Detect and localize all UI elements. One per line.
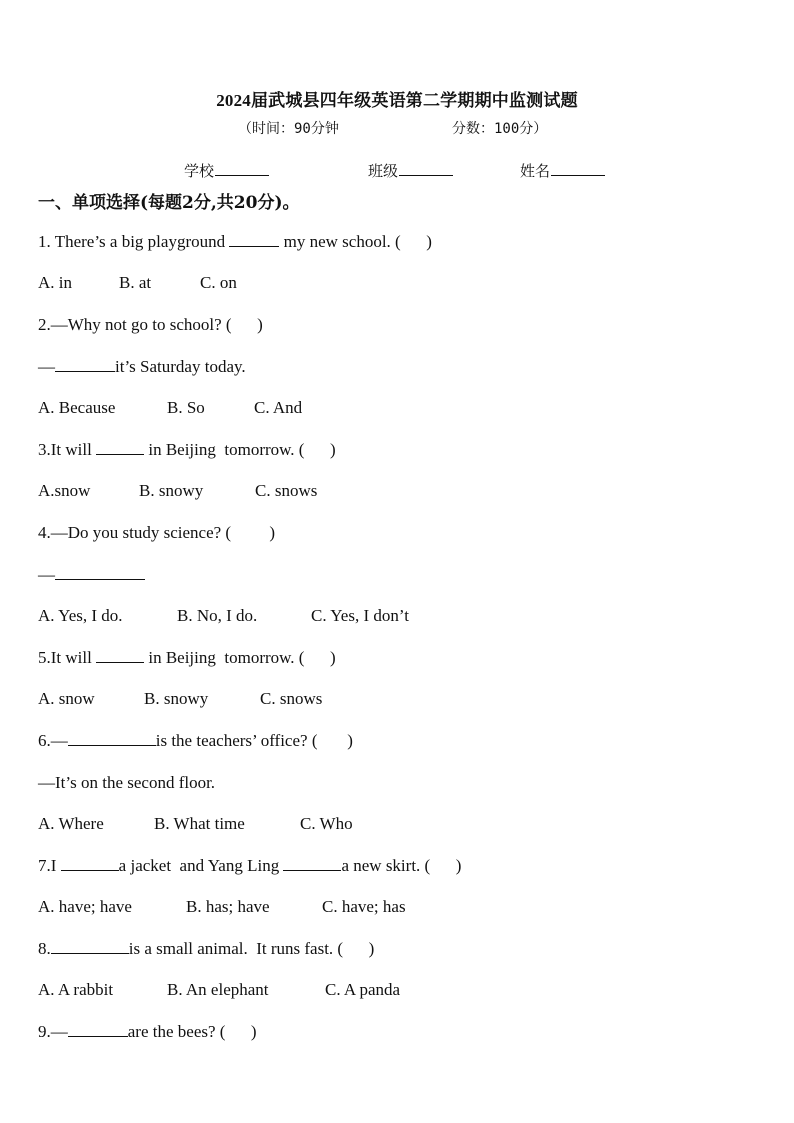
q6-line-2: —It’s on the second floor.: [38, 773, 216, 792]
section-title: 一、单项选择(每题2分,共20分)。: [38, 193, 300, 213]
school-label: 学校: [184, 162, 215, 180]
q1-option-c[interactable]: C. on: [200, 273, 237, 292]
question-1: [38, 232, 432, 252]
q1-text-start: 1. There’s a big playground: [38, 232, 230, 251]
question-4: 4.—Do you study science? ( ): [38, 523, 276, 542]
q8-text-end: is a small animal. It runs fast. ( ): [128, 939, 375, 958]
q4-option-c[interactable]: C. Yes, I don’t: [311, 606, 409, 625]
name-label: 姓名: [520, 162, 551, 180]
q7-options: [38, 897, 406, 917]
q3-option-c[interactable]: C. snows: [255, 481, 318, 500]
q7-text-start: 7.I: [38, 856, 61, 875]
q2-text-end: it’s Saturday today.: [115, 357, 246, 376]
q2-option-a[interactable]: A. Because: [38, 398, 116, 417]
q3-option-a[interactable]: A.snow: [38, 481, 91, 500]
q8-option-a[interactable]: A. A rabbit: [38, 980, 114, 999]
q8-options: [38, 980, 400, 1000]
q2-options: [38, 398, 302, 418]
q6-text-start: 6.—: [38, 731, 68, 750]
q9-answer-blank[interactable]: [68, 1022, 128, 1037]
q2-line-2: [38, 357, 246, 377]
class-label: 班级: [368, 162, 399, 180]
q7-answer-blank-1[interactable]: [61, 856, 119, 871]
q7-option-b[interactable]: B. has; have: [186, 897, 270, 916]
q3-answer-blank[interactable]: [96, 440, 144, 455]
name-field: [520, 160, 605, 181]
question-6: [38, 731, 353, 751]
q8-option-c[interactable]: C. A panda: [325, 980, 401, 999]
q7-option-a[interactable]: A. have; have: [38, 897, 132, 916]
q5-option-c[interactable]: C. snows: [260, 689, 323, 708]
q6-option-a[interactable]: A. Where: [38, 814, 104, 833]
question-2: 2.—Why not go to school? ( ): [38, 315, 263, 334]
q5-options: [38, 689, 322, 709]
q4-option-a[interactable]: A. Yes, I do.: [38, 606, 123, 625]
q6-option-c[interactable]: C. Who: [300, 814, 353, 833]
school-field: [184, 160, 269, 181]
q4-options: [38, 606, 409, 626]
class-blank[interactable]: [399, 174, 453, 176]
exam-score: 分数：100分）: [452, 121, 548, 137]
q2-dash: —: [38, 357, 55, 376]
q2-option-c[interactable]: C. And: [254, 398, 303, 417]
question-3: [38, 440, 336, 460]
q8-text-start: 8.: [38, 939, 51, 958]
class-field: [368, 160, 453, 181]
q6-options: [38, 814, 353, 834]
q3-options: [38, 481, 317, 501]
q4-dash: —: [38, 565, 55, 584]
q1-text-end: my new school. ( ): [279, 232, 432, 251]
q7-answer-blank-2[interactable]: [283, 856, 341, 871]
question-8: [38, 939, 374, 959]
q5-text-start: 5.It will: [38, 648, 97, 667]
q1-option-a[interactable]: A. in: [38, 273, 72, 292]
q4-answer-blank[interactable]: [55, 565, 145, 580]
q3-text-start: 3.It will: [38, 440, 97, 459]
q4-line-2: [38, 565, 145, 585]
q2-answer-blank[interactable]: [55, 357, 115, 372]
q5-text-end: in Beijing tomorrow. ( ): [144, 648, 336, 667]
q6-option-b[interactable]: B. What time: [154, 814, 245, 833]
q8-option-b[interactable]: B. An elephant: [167, 980, 269, 999]
q5-answer-blank[interactable]: [96, 648, 144, 663]
question-7: [38, 856, 461, 876]
q9-text-start: 9.—: [38, 1022, 68, 1041]
q4-option-b[interactable]: B. No, I do.: [177, 606, 258, 625]
name-blank[interactable]: [551, 174, 605, 176]
q3-text-end: in Beijing tomorrow. ( ): [144, 440, 336, 459]
q5-option-b[interactable]: B. snowy: [144, 689, 209, 708]
q6-text-end: is the teachers’ office? ( ): [155, 731, 353, 750]
q5-option-a[interactable]: A. snow: [38, 689, 95, 708]
question-9: [38, 1022, 257, 1042]
q7-text-mid: a jacket and Yang Ling: [118, 856, 284, 875]
q7-option-c[interactable]: C. have; has: [322, 897, 406, 916]
page-title: 2024届武城县四年级英语第二学期期中监测试题: [216, 91, 578, 110]
q9-text-end: are the bees? ( ): [127, 1022, 257, 1041]
q1-option-b[interactable]: B. at: [119, 273, 152, 292]
school-blank[interactable]: [215, 174, 269, 176]
q1-answer-blank[interactable]: [229, 232, 279, 247]
q8-answer-blank[interactable]: [51, 939, 129, 954]
q6-answer-blank[interactable]: [68, 731, 156, 746]
exam-time: （时间：90分钟: [238, 121, 339, 137]
q7-text-end: a new skirt. ( ): [341, 856, 462, 875]
q3-option-b[interactable]: B. snowy: [139, 481, 204, 500]
q1-options: [38, 273, 237, 293]
question-5: [38, 648, 336, 668]
q2-option-b[interactable]: B. So: [167, 398, 205, 417]
